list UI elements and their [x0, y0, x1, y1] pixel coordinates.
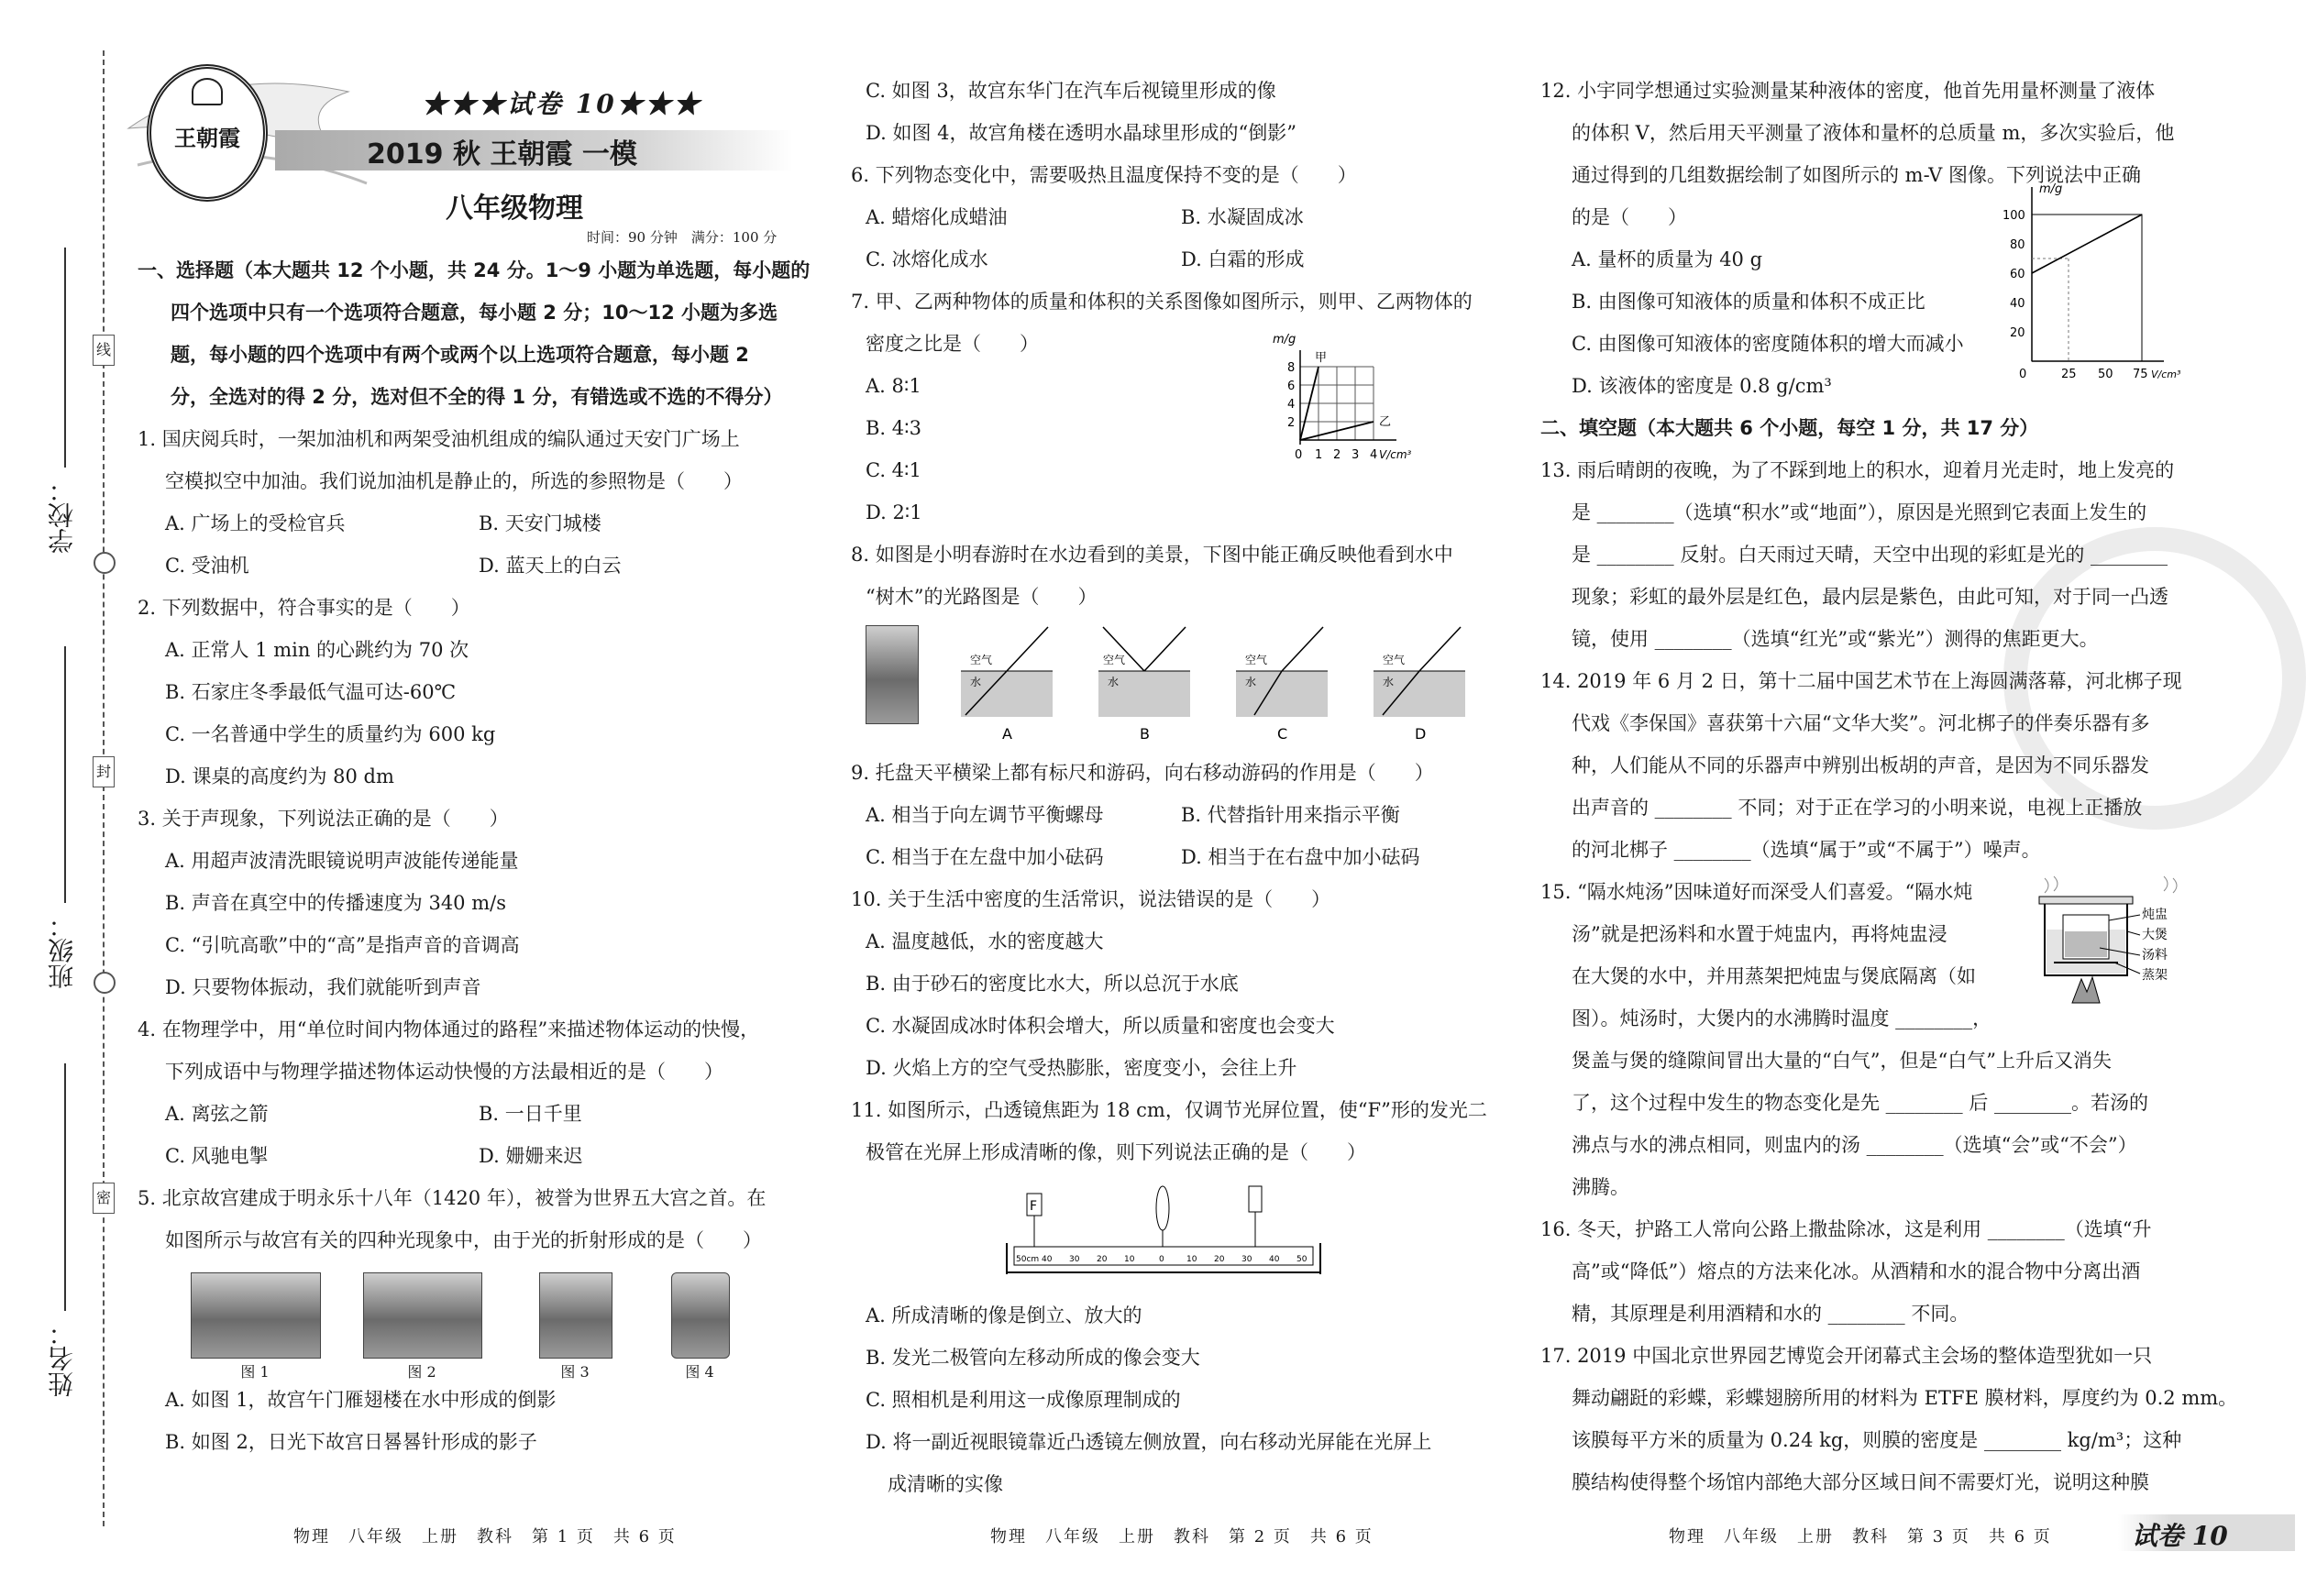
question-16: 16. 冬天，护路工人常向公路上撒盐除冰，这是利用 ________（选填“升 — [1540, 1218, 2152, 1240]
q8-diagram-c — [1236, 627, 1328, 743]
q4-option-b[interactable]: B. 一日千里 — [479, 1103, 582, 1125]
q15-label-pot: 大煲 — [2142, 928, 2168, 942]
q11-led-label: F — [1030, 1199, 1038, 1214]
q11-option-d[interactable]: D. 将一副近视眼镜靠近凸透镜左侧放置，向右移动光屏能在光屏上 — [866, 1431, 1432, 1453]
q2-option-a[interactable]: A. 正常人 1 min 的心跳约为 70 次 — [165, 639, 469, 661]
question-15: 汤”就是把汤料和水置于炖盅内，再将炖盅浸 — [1572, 923, 1947, 945]
question-15: 沸点与水的沸点相同，则盅内的汤 ________（选填“会”或“不会”） — [1572, 1134, 2137, 1156]
question-2: 2. 下列数据中，符合事实的是（ ） — [138, 597, 470, 619]
column-3 — [1540, 70, 2238, 1503]
q15-soup — [2065, 931, 2107, 957]
question-7: 密度之比是（ ） — [866, 333, 1039, 355]
q8-caption-c: C — [1277, 725, 1288, 743]
photo-fig4 — [671, 1272, 730, 1359]
subject-title: 八年级物理 — [446, 193, 583, 225]
q12-mass-volume-graph — [1981, 178, 2181, 383]
q2-option-c[interactable]: C. 一名普通中学生的质量约为 600 kg — [165, 723, 496, 745]
question-13: 现象；彩虹的最外层是红色，最内层是紫色，由此可知，对于同一凸透 — [1572, 586, 2168, 608]
q4-option-a[interactable]: A. 离弦之箭 — [165, 1103, 269, 1125]
q3-option-a[interactable]: A. 用超声波清洗眼镜说明声波能传递能量 — [165, 850, 519, 872]
footer-page-1: 物理 八年级 上册 教科 第 1 页 共 6 页 — [293, 1527, 677, 1546]
q12-ytick: 20 — [2010, 326, 2025, 340]
q8-caption-d: D — [1415, 725, 1427, 743]
section-1-heading: 一、选择题（本大题共 12 个小题，共 24 分。1～9 小题为单选题，每小题的 — [138, 259, 811, 281]
q12-ylabel: m/g — [2039, 182, 2063, 196]
q11-screen — [1249, 1186, 1262, 1212]
q6-option-a[interactable]: A. 蜡熔化成蜡油 — [866, 206, 1008, 228]
question-15: 图）。炖汤时，大煲内的水沸腾时温度 ________， — [1572, 1007, 1992, 1029]
logo-text: 王朝霞 — [174, 125, 240, 151]
q7-xtick: 4 — [1370, 448, 1378, 462]
q11-ruler-tick: 30 — [1069, 1255, 1080, 1264]
question-17: 17. 2019 中国北京世界园艺博览会开闭幕式主会场的整体造型犹如一只 — [1540, 1345, 2153, 1367]
q10-option-a[interactable]: A. 温度越低，水的密度越大 — [866, 930, 1104, 952]
q2-option-b[interactable]: B. 石家庄冬季最低气温可达-60℃ — [165, 681, 457, 703]
q11-ruler-tick: 10 — [1186, 1255, 1197, 1264]
question-15: 15. “隔水炖汤”因味道好而深受人们喜爱。“隔水炖 — [1540, 881, 1973, 903]
binding-mark-xian: 线 — [93, 335, 115, 366]
q8-water-label: 水 — [1108, 676, 1120, 688]
question-15: 沸腾。 — [1572, 1176, 1629, 1198]
q12-ytick: 60 — [2010, 268, 2025, 281]
q9-option-d[interactable]: D. 相当于在右盘中加小砝码 — [1181, 846, 1420, 868]
question-13: 是 ________ 反射。白天雨过天晴，天空中出现的彩虹是光的 ________ — [1572, 544, 2168, 566]
name-label: 姓名： — [47, 1320, 77, 1397]
q12-option-a[interactable]: A. 量杯的质量为 40 g — [1572, 248, 1763, 270]
q12-xtick: 50 — [2098, 368, 2113, 381]
banner: ★★★试卷 10★★★ — [422, 89, 702, 119]
q12-ytick: 40 — [2010, 297, 2025, 311]
column-1 — [138, 249, 811, 1463]
question-13: 是 ________（选填“积水”或“地面”），原因是光照到它表面上发生的 — [1572, 501, 2147, 523]
q6-option-d[interactable]: D. 白霜的形成 — [1181, 248, 1305, 270]
question-8: 8. 如图是小明春游时在水边看到的美景，下图中能正确反映他看到水中 — [851, 544, 1453, 566]
question-13: 13. 雨后晴朗的夜晚，为了不踩到地上的积水，迎着月光走时，地上发亮的 — [1540, 459, 2175, 481]
question-16: 高”或“降低”）熔点的方法来化冰。从酒精和水的混合物中分离出酒 — [1572, 1260, 2141, 1282]
question-9: 9. 托盘天平横梁上都有标尺和游码，向右移动游码的作用是（ ） — [851, 762, 1434, 784]
question-14: 种，人们能从不同的乐器声中辨别出板胡的声音，是因为不同乐器发 — [1572, 754, 2149, 776]
binding-mark-feng: 封 — [93, 756, 115, 787]
q10-option-c[interactable]: C. 水凝固成冰时体积会增大，所以质量和密度也会变大 — [866, 1015, 1335, 1037]
question-12: 通过得到的几组数据绘制了如图所示的 m-V 图像。下列说法中正确 — [1572, 164, 2141, 186]
q8-air-label: 空气 — [970, 654, 993, 666]
logo-seal — [147, 64, 268, 202]
question-1: 空模拟空中加油。我们说加油机是静止的，所选的参照物是（ ） — [165, 470, 743, 492]
q12-xtick: 25 — [2061, 368, 2077, 381]
q7-ytick: 8 — [1287, 361, 1296, 375]
q4-option-c[interactable]: C. 风驰电掣 — [165, 1145, 269, 1167]
question-15: 了，这个过程中发生的物态变化是先 ________ 后 ________。若汤的 — [1572, 1092, 2149, 1114]
binding-ornament — [94, 972, 116, 994]
question-12: 的是（ ） — [1572, 206, 1687, 228]
q4-option-d[interactable]: D. 姗姗来迟 — [479, 1145, 583, 1167]
question-5: 5. 北京故宫建成于明永乐十八年（1420 年），被誉为世界五大宫之首。在 — [138, 1187, 767, 1209]
question-14: 出声音的 ________ 不同；对于正在学习的小明来说，电视上正播放 — [1572, 797, 2143, 819]
q5-option-c[interactable]: C. 如图 3，故宫东华门在汽车后视镜里形成的像 — [866, 80, 1276, 102]
q8-water-label: 水 — [970, 676, 982, 688]
binding-mark-mi: 密 — [93, 1183, 115, 1214]
q11-ruler-tick: 40 — [1042, 1255, 1053, 1264]
question-15: 在大煲的水中，并用蒸架把炖盅与煲底隔离（如 — [1572, 965, 1976, 987]
q1-option-d[interactable]: D. 蓝天上的白云 — [479, 555, 622, 577]
q11-ruler-tick: 0 — [1159, 1255, 1164, 1264]
q1-option-c[interactable]: C. 受油机 — [165, 555, 249, 577]
q12-option-b[interactable]: B. 由图像可知液体的质量和体积不成正比 — [1572, 291, 1925, 313]
photo-fig2 — [363, 1272, 482, 1359]
section-1-heading: 分，全选对的得 2 分，选对但不全的得 1 分，有错选或不选的不得分） — [171, 386, 783, 408]
q1-option-a[interactable]: A. 广场上的受检官兵 — [165, 512, 346, 534]
question-17: 舞动翩跹的彩蝶，彩蝶翅膀所用的材料为 ETFE 膜材料，厚度约为 0.2 mm。 — [1572, 1387, 2238, 1409]
section-2-heading: 二、填空题（本大题共 6 个小题，每空 1 分，共 17 分） — [1540, 417, 2039, 439]
q12-grid-box — [2032, 215, 2142, 361]
caption-fig2: 图 2 — [407, 1363, 436, 1381]
q8-air-label: 空气 — [1245, 654, 1268, 666]
question-14: 14. 2019 年 6 月 2 日，第十二届中国艺术节在上海圆满落幕，河北梆子现 — [1540, 670, 2182, 692]
q10-option-b[interactable]: B. 由于砂石的密度比水大，所以总沉于水底 — [866, 973, 1239, 995]
question-14: 代戏《李保国》喜获第十六届“文华大奖”。河北梆子的伴奏乐器有多 — [1572, 712, 2150, 734]
q7-option-c[interactable]: C. 4∶1 — [866, 459, 921, 481]
q3-option-c[interactable]: C. “引吭高歌”中的“高”是指声音的音调高 — [165, 934, 520, 956]
q3-option-d[interactable]: D. 只要物体振动，我们就能听到声音 — [165, 976, 481, 998]
caption-fig4: 图 4 — [685, 1363, 714, 1381]
school-field[interactable] — [64, 248, 66, 468]
question-14: 的河北梆子 ________（选填“属于”或“不属于”）噪声。 — [1572, 839, 2041, 861]
flame-icon — [2072, 977, 2100, 1003]
binding-ornament — [94, 552, 116, 574]
caption-fig3: 图 3 — [560, 1363, 590, 1381]
q12-xtick: 0 — [2019, 368, 2027, 381]
footer-page-3: 物理 八年级 上册 教科 第 3 页 共 6 页 — [1669, 1527, 2052, 1546]
footer-exam-tag: 试卷 10 — [2132, 1521, 2228, 1551]
q6-option-c[interactable]: C. 冰熔化成水 — [866, 248, 988, 270]
q7-ytick: 2 — [1287, 416, 1296, 430]
question-5: 如图所示与故宫有关的四种光现象中，由于光的折射形成的是（ ） — [165, 1229, 762, 1251]
q8-air-label: 空气 — [1383, 654, 1406, 666]
q7-xtick: 3 — [1352, 448, 1360, 462]
school-label: 学校： — [47, 477, 77, 554]
binding-line — [103, 50, 105, 1526]
question-17: 膜结构使得整个场馆内部绝大部分区域日间不需要灯光，说明这种膜 — [1572, 1471, 2149, 1493]
question-12: 的体积 V，然后用天平测量了液体和量杯的总质量 m，多次实验后，他 — [1572, 122, 2175, 144]
q9-option-a[interactable]: A. 相当于向左调节平衡螺母 — [866, 804, 1104, 826]
question-3: 3. 关于声现象，下列说法正确的是（ ） — [138, 808, 509, 830]
class-field[interactable] — [64, 646, 66, 903]
q11-ruler-tick: 10 — [1124, 1255, 1135, 1264]
q8-water-label: 水 — [1245, 676, 1257, 688]
q12-xlabel: V/cm³ — [2151, 369, 2181, 380]
question-10: 10. 关于生活中密度的生活常识，说法错误的是（ ） — [851, 888, 1331, 910]
steam-icon — [2045, 876, 2177, 893]
crown-icon — [192, 78, 223, 105]
q7-option-b[interactable]: B. 4∶3 — [866, 417, 921, 439]
q15-label-rack: 蒸架 — [2142, 968, 2168, 983]
q8-diagram-b — [1098, 627, 1190, 743]
q8-diagram-a — [961, 627, 1053, 743]
question-17: 该膜每平方米的质量为 0.24 kg，则膜的密度是 ________ kg/m³；这种 — [1572, 1429, 2182, 1451]
photo-fig3 — [539, 1272, 612, 1359]
q11-ruler-tick: 50cm — [1016, 1255, 1040, 1264]
question-11: 极管在光屏上形成清晰的像，则下列说法正确的是（ ） — [866, 1141, 1366, 1163]
q11-option-d-continued: 成清晰的实像 — [888, 1473, 1003, 1495]
q15-label-soup: 汤料 — [2142, 948, 2168, 963]
q9-option-c[interactable]: C. 相当于在左盘中加小砝码 — [866, 846, 1104, 868]
q15-label-cup: 炖盅 — [2142, 908, 2168, 922]
question-12: 12. 小宇同学想通过实验测量某种液体的密度，他首先用量杯测量了液体 — [1540, 80, 2156, 102]
caption-fig1: 图 1 — [240, 1363, 270, 1381]
section-1-heading: 题，每小题的四个选项中有两个或两个以上选项符合题意，每小题 2 — [171, 344, 749, 366]
photo-fig1 — [191, 1272, 321, 1359]
footer-page-2: 物理 八年级 上册 教科 第 2 页 共 6 页 — [990, 1527, 1374, 1546]
class-label: 班级： — [47, 912, 77, 989]
q5-option-d[interactable]: D. 如图 4，故宫角楼在透明水晶球里形成的“倒影” — [866, 122, 1296, 144]
q5-option-b[interactable]: B. 如图 2，日光下故宫日晷晷针形成的影子 — [165, 1431, 537, 1453]
q12-ytick: 80 — [2010, 238, 2025, 252]
question-8: “树木”的光路图是（ ） — [866, 586, 1098, 608]
q7-mass-volume-graph — [1273, 330, 1438, 513]
q7-ylabel: m/g — [1273, 333, 1296, 347]
q11-option-c[interactable]: C. 照相机是利用这一成像原理制成的 — [866, 1389, 1181, 1411]
q8-scenery-photo — [866, 625, 919, 724]
question-4: 4. 在物理学中，用“单位时间内物体通过的路程”来描述物体运动的快慢， — [138, 1018, 760, 1040]
q8-caption-b: B — [1140, 725, 1150, 743]
q12-option-d[interactable]: D. 该液体的密度是 0.8 g/cm³ — [1572, 375, 1832, 397]
q7-label-jia: 甲 — [1315, 351, 1328, 365]
question-1: 1. 国庆阅兵时，一架加油机和两架受油机组成的编队通过天安门广场上 — [138, 428, 740, 450]
question-7: 7. 甲、乙两种物体的质量和体积的关系图像如图所示，则甲、乙两物体的 — [851, 291, 1473, 313]
q11-optical-bench — [1007, 1177, 1328, 1291]
q7-label-yi: 乙 — [1379, 415, 1392, 429]
q7-xtick: 1 — [1315, 448, 1323, 462]
q11-ruler-tick: 30 — [1241, 1255, 1252, 1264]
q11-convex-lens — [1156, 1186, 1169, 1230]
q11-ruler-tick: 40 — [1269, 1255, 1280, 1264]
q7-ytick: 4 — [1287, 398, 1296, 412]
q11-ruler-tick: 50 — [1296, 1255, 1307, 1264]
question-16: 精，其原理是利用酒精和水的 ________ 不同。 — [1572, 1303, 1969, 1325]
q12-option-c[interactable]: C. 由图像可知液体的密度随体积的增大而减小 — [1572, 333, 1964, 355]
q8-diagram-d — [1374, 627, 1465, 743]
name-field[interactable] — [64, 1063, 66, 1311]
q11-option-b[interactable]: B. 发光二极管向左移动所成的像会变大 — [866, 1347, 1200, 1369]
q7-xtick: 0 — [1295, 448, 1303, 462]
q11-ruler-tick: 20 — [1097, 1255, 1108, 1264]
q3-option-b[interactable]: B. 声音在真空中的传播速度为 340 m/s — [165, 892, 506, 914]
q8-light-path-diagrams — [961, 618, 1474, 752]
question-15: 煲盖与煲的缝隙间冒出大量的“白气”，但是“白气”上升后又消失 — [1572, 1050, 2112, 1072]
q9-option-b[interactable]: B. 代替指针用来指示平衡 — [1181, 804, 1400, 826]
q7-xlabel: V/cm³ — [1379, 448, 1412, 461]
question-13: 镜，使用 ________（选填“红光”或“紫光”）测得的焦距更大。 — [1572, 628, 2099, 650]
q11-ruler-tick: 20 — [1214, 1255, 1225, 1264]
q7-option-d[interactable]: D. 2∶1 — [866, 501, 922, 523]
q12-xtick: 75 — [2133, 368, 2148, 381]
q11-option-a[interactable]: A. 所成清晰的像是倒立、放大的 — [866, 1304, 1142, 1326]
q8-caption-a: A — [1002, 725, 1012, 743]
q1-option-b[interactable]: B. 天安门城楼 — [479, 512, 601, 534]
question-11: 11. 如图所示，凸透镜焦距为 18 cm，仅调节光屏位置，使“F”形的发光二 — [851, 1099, 1487, 1121]
q15-double-boiler-figure — [2026, 875, 2201, 1007]
q7-xtick: 2 — [1333, 448, 1341, 462]
q12-data-line — [2032, 215, 2142, 273]
q8-air-label: 空气 — [1103, 654, 1126, 666]
q5-option-a[interactable]: A. 如图 1，故宫午门雁翅楼在水中形成的倒影 — [165, 1389, 557, 1411]
question-6: 6. 下列物态变化中，需要吸热且温度保持不变的是（ ） — [851, 164, 1357, 186]
q7-ytick: 6 — [1287, 380, 1296, 393]
question-4: 下列成语中与物理学描述物体运动快慢的方法最相近的是（ ） — [165, 1061, 723, 1083]
exam-meta: 时间：90 分钟 满分：100 分 — [587, 229, 778, 246]
q12-ytick: 100 — [2003, 209, 2025, 223]
page-title: 2019 秋 王朝霞 一模 — [367, 138, 637, 171]
q7-option-a[interactable]: A. 8∶1 — [866, 375, 921, 397]
q6-option-b[interactable]: B. 水凝固成冰 — [1181, 206, 1304, 228]
section-1-heading: 四个选项中只有一个选项符合题意，每小题 2 分；10～12 小题为多选 — [171, 302, 778, 324]
q2-option-d[interactable]: D. 课桌的高度约为 80 dm — [165, 765, 394, 787]
q8-water-label: 水 — [1383, 676, 1395, 688]
q10-option-d[interactable]: D. 火焰上方的空气受热膨胀，密度变小，会往上升 — [866, 1057, 1297, 1079]
column-2 — [851, 70, 1511, 1505]
